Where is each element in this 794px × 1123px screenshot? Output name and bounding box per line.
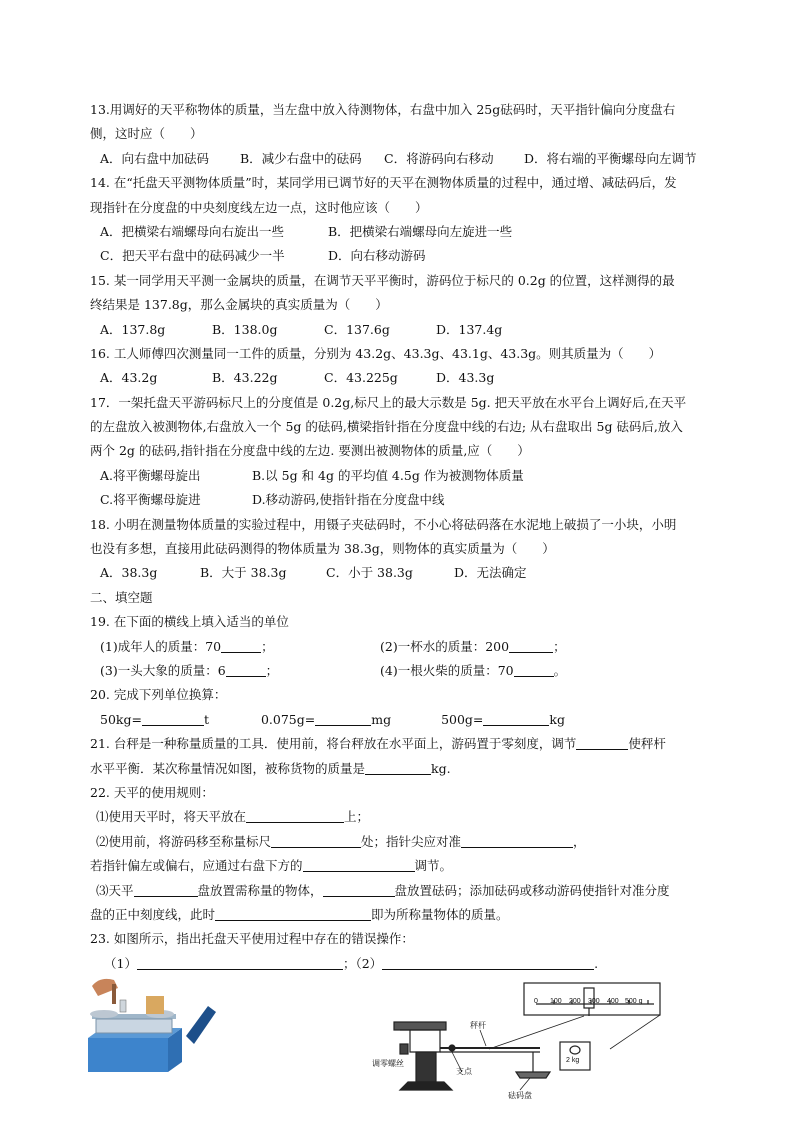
ruler-labels [536,998,666,1010]
left-pan [90,1010,118,1018]
q20-a-unit: t [203,711,209,727]
q15-option-d: D．137.4g [436,321,503,337]
q13-option-c: C．将游码向右移动 [384,150,494,166]
q16-option-c: C．43.225g [324,370,398,386]
q14-line2: 现指针在分度盘的中央刻度线左边一点，这时他应该（ ） [90,199,428,215]
q22-text4a: ⑶天平 [96,882,134,898]
zero-screw-icon [400,1044,408,1054]
q14-option-a: A．把横梁右端螺母向右旋出一些 [100,223,285,239]
q21-text3: 水平平衡．某次称量情况如图，被称货物的质量是 [90,760,366,776]
q22-blank2[interactable] [271,833,361,848]
q19-part3: (3)一头大象的质量：6 [100,662,226,678]
figures-area [0,966,794,1106]
q23-label2: ；（2） [342,955,383,971]
q18-option-d: D．无法确定 [454,565,527,581]
q17-line2: 的左盘放入被测物体,右盘放入一个 5g 的砝码,横梁指针指在分度盘中线的右边; 从右盘取出 5g 砝码后,放入 [90,419,683,435]
tick-label-0: 0 [534,998,538,1005]
q14-option-c: C．把天平右盘中的砝码减少一半 [100,248,285,264]
q22-text1a: ⑴使用天平时，将天平放在 [96,809,247,825]
label-screw: 调零螺丝 [372,1059,404,1068]
q18-option-a: A．38.3g [100,565,158,581]
q21-blank1[interactable] [576,735,628,750]
q19-semicolon: ； [261,638,274,654]
section-heading: 二、填空题 [90,589,153,605]
q15-option-c: C．137.6g [324,321,390,337]
q17-options-ab [90,464,722,488]
q18-options [90,561,722,585]
q22-text5a: 盘的正中刻度线，此时 [90,906,216,922]
q21-text1: 21. 台秤是一种称量质量的工具．使用前，将台秤放在水平面上，游码置于零刻度，调节 [90,736,577,752]
q19-part2: (2)一杯水的质量：200 [380,638,510,654]
q13-option-b: B．减少右盘中的砝码 [240,150,362,166]
label-beam: 秤杆 [470,1021,486,1030]
q15-options [90,318,722,342]
q22-text5b: 即为所称量物体的质量。 [371,906,509,922]
q22-text2b: 处；指针尖应对准 [361,833,462,849]
balance-base-front [88,1038,168,1072]
q20-title: 20. 完成下列单位换算： [90,687,227,703]
q23-period: . [594,955,599,971]
q22-title: 22. 天平的使用规则： [90,784,214,800]
q15-line1: 15. 某一同学用天平测一金属块的质量，在调节天平平衡时，游码位于标尺的 0.2g 的位置，这样测得的最 [90,272,675,288]
q21-text2: 使秤杆 [628,736,666,752]
q14-line1: 14. 在“托盘天平测物体质量”时，某同学用已调节好的天平在测物体质量的过程中，通过增、减砝码后，发 [90,175,677,191]
q19-blank1[interactable] [221,638,261,653]
q19-blank3[interactable] [226,662,266,677]
q22-text2a: ⑵使用前，将游码移至称量标尺 [96,833,272,849]
q17-option-d: D.移动游码,使指针指在分度盘中线 [252,492,445,508]
q16-option-d: D．43.3g [436,370,495,386]
q13-line2: 侧，这时应（ ） [90,126,203,142]
q22-blank7[interactable] [215,906,371,921]
q22-blank4[interactable] [303,857,415,872]
q15-option-a: A．137.8g [100,321,166,337]
tick-label-100: 100 [550,998,562,1005]
tick-label-400: 400 [607,998,619,1005]
q19-row2 [90,659,722,683]
tick-label-200: 200 [569,998,581,1005]
q14-options-cd [90,244,722,268]
q22-rule1 [90,805,722,829]
q23-title: 23. 如图所示，指出托盘天平使用过程中存在的错误操作： [90,931,414,947]
balance-illustration [0,966,794,1106]
q14-options-ab [90,220,722,244]
q18-option-b: B．大于 38.3g [200,565,287,581]
scale-column [416,1052,436,1082]
q17-option-a: A.将平衡螺母旋出 [100,467,201,483]
q13-option-d: D．将右端的平衡螺母向左调节 [524,150,697,166]
q21-line2 [90,757,722,781]
q20-a: 50kg= [100,711,142,727]
q22-rule3-cont [90,903,722,927]
q19-part4: (4)一根火柴的质量：70 [380,662,514,678]
q20-b-unit: mg [371,711,392,727]
q20-blank-a[interactable] [142,711,204,726]
q22-text4b: 盘放置需称量的物体， [197,882,323,898]
q13-option-a: A．向右盘中加砝码 [100,150,210,166]
tweezers [112,984,116,1004]
q22-text1b: 上； [344,809,370,825]
q17-option-b: B.以 5g 和 4g 的平均值 4.5g 作为被测物体质量 [252,467,524,483]
worksheet [90,98,722,976]
balance-scale [96,1019,172,1033]
q21-text4: kg. [431,760,451,776]
q19-blank2[interactable] [509,638,553,653]
q20-c: 500g= [441,711,484,727]
q22-text4c: 盘放置砝码；添加砝码或移动游码使指针对准分度 [394,882,670,898]
q22-text3b: 调节。 [414,858,453,874]
q20-c-unit: kg [549,711,565,727]
q13-options [90,147,722,171]
q19-row1 [90,635,722,659]
q17-options-cd [90,488,722,512]
q19-part4-wrap [380,659,566,683]
q22-blank5[interactable] [134,882,198,897]
q22-text2c: ， [573,833,586,849]
cube-object [146,996,164,1014]
q23-label1: （1） [104,955,137,971]
pivot-icon [449,1045,455,1051]
q14-option-d: D．向右移动游码 [328,248,426,264]
q16-option-a: A．43.2g [100,370,158,386]
q17-line1: 17．一架托盘天平游码标尺上的分度值是 0.2g,标尺上的最大示数是 5g. 把天平放在水平台上调好后,在天平 [90,394,687,410]
q22-blank6[interactable] [323,882,395,897]
scale-foot [400,1082,452,1090]
q22-blank3[interactable] [461,833,573,848]
q14-option-b: B．把横梁右端螺母向左旋进一些 [328,223,513,239]
q21-line1 [90,732,722,756]
blue-block [186,1006,216,1044]
tick-label-500: 500 g [625,998,643,1005]
q19-part1: (1)成年人的质量：70 [100,638,222,654]
platform [394,1022,446,1030]
q19-title: 19. 在下面的横线上填入适当的单位 [90,614,289,630]
q13-line1: 13.用调好的天平称物体的质量，当左盘中放入待测物体，右盘中加入 25g砝码时，天平指针偏向分度盘右 [90,102,676,117]
label-tray: 砝码盘 [508,1091,532,1100]
q19-part2-wrap [380,635,566,659]
q20-blank-b[interactable] [315,711,371,726]
q15-option-b: B．138.0g [212,321,278,337]
q22-rule2 [90,830,722,854]
q16-options [90,366,722,390]
q17-line3: 两个 2g 的砝码,指针指在分度盘中线的左边. 要测出被测物体的质量,应（ ） [90,443,530,459]
q22-rule2-cont [90,854,722,878]
q22-text3a: 若指针偏左或偏右，应通过右盘下方的 [90,858,303,874]
q18-option-c: C．小于 38.3g [326,565,413,581]
label-pivot: 支点 [456,1067,472,1076]
q19-semicolon: ； [265,662,279,678]
tick-label-300: 300 [588,998,600,1005]
q16-line1: 16. 工人师傅四次测量同一工件的质量，分别为 43.2g、43.3g、43.1g、43.3g。则其质量为（ ） [90,345,662,361]
weight-object [120,1000,126,1012]
weight-label: 2 kg [566,1057,580,1064]
q19-semicolon: ； [553,638,566,654]
q20-b: 0.075g= [260,711,316,727]
q18-line1: 18. 小明在测量物体质量的实验过程中，用镊子夹砝码时，不小心将砝码落在水泥地上破损了一小块，小明 [90,516,677,532]
q18-line2: 也没有多想，直接用此砝码测得的物体质量为 38.3g，则物体的真实质量为（ ） [90,541,555,557]
weight-tray [516,1072,550,1078]
q21-blank2[interactable] [365,760,431,775]
q15-line2: 终结果是 137.8g，那么金属块的真实质量为（ ） [90,297,388,313]
q16-option-b: B．43.22g [212,370,278,386]
q19-period: 。 [553,662,567,678]
q17-option-c: C.将平衡螺母旋进 [100,492,201,508]
q22-blank1[interactable] [246,808,344,823]
q20-blank-c[interactable] [483,711,549,726]
q19-blank4[interactable] [514,662,554,677]
q20-row [90,708,722,732]
q22-rule3 [90,879,722,903]
